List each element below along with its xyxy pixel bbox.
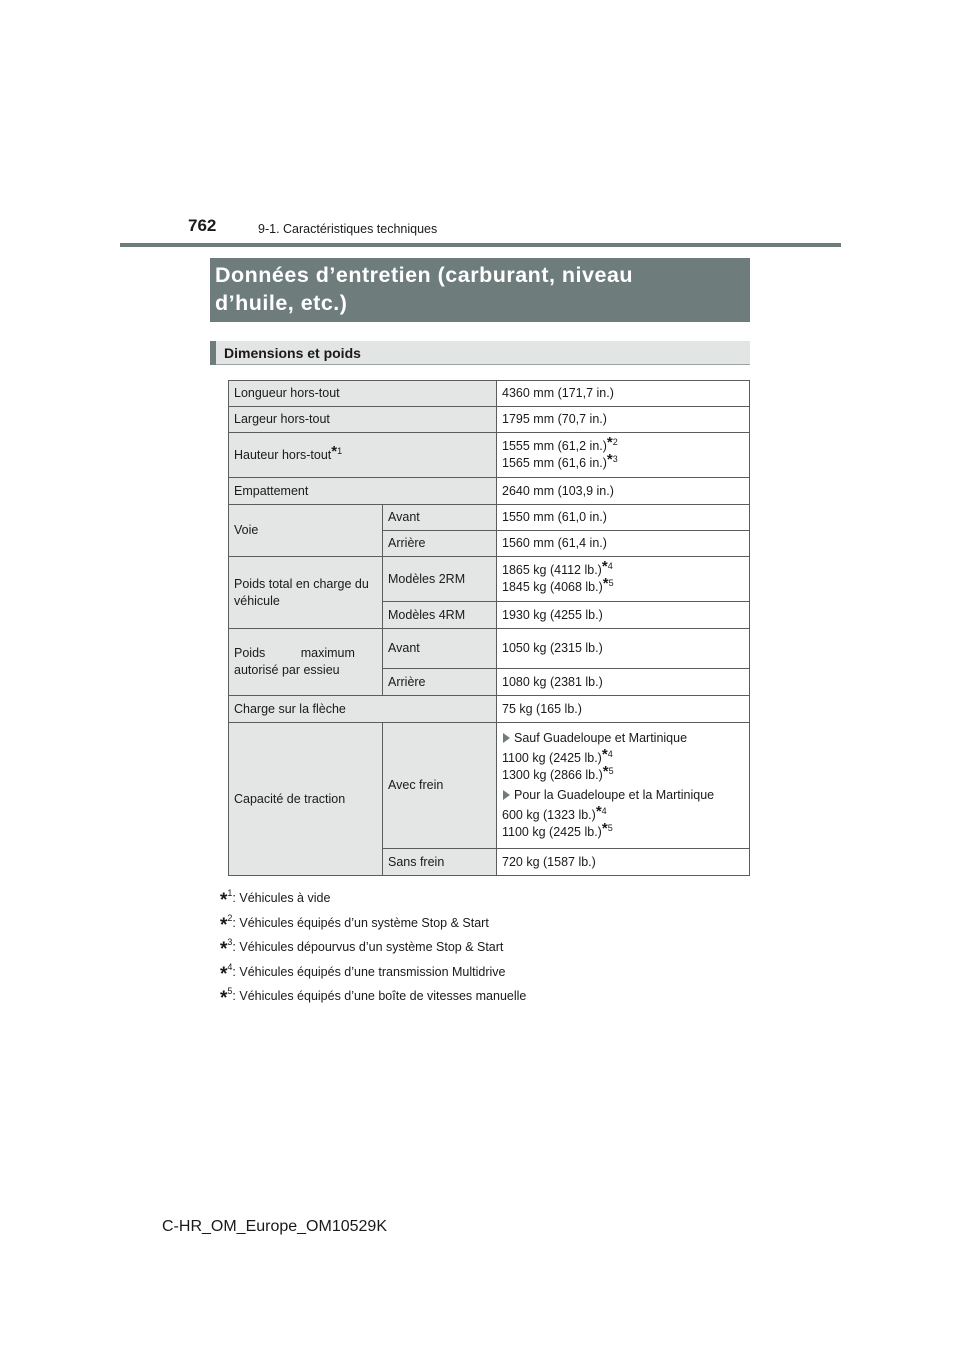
footnote-ref: *3 xyxy=(606,451,618,468)
row-value: 1080 kg (2381 lb.) xyxy=(497,669,750,696)
table-row xyxy=(229,407,750,433)
footnote-ref: *5 xyxy=(602,575,614,592)
row-label: Poids maximum autorisé par essieu xyxy=(229,629,383,696)
row-value: 1795 mm (70,7 in.) xyxy=(497,407,750,433)
table-row xyxy=(229,629,750,669)
footnote-item: *$^3$: Véhicules dépourvus d’un système Stop & Start xyxy=(220,937,504,960)
row-value: 1865 kg (4112 lb.)$^{*4}$ 1845 kg (4068 lb.)$^{*5}$ xyxy=(497,557,750,602)
section-label: 9-1. Caractéristiques techniques xyxy=(258,222,438,236)
sub-label: Modèles 4RM xyxy=(383,602,497,629)
page-number: 762 xyxy=(188,216,217,235)
table-row xyxy=(229,433,750,478)
sub-label: Avec frein xyxy=(383,723,497,849)
header-rule xyxy=(120,243,841,247)
footnote-ref: *4 xyxy=(601,746,613,763)
row-label: Largeur hors-tout xyxy=(229,407,497,433)
footnote-ref: *4 xyxy=(595,803,607,820)
row-value: 1560 mm (61,4 in.) xyxy=(497,531,750,557)
dimensions-table xyxy=(228,380,750,876)
table-row xyxy=(229,557,750,602)
row-value: 1050 kg (2315 lb.) xyxy=(497,629,750,669)
footnotes xyxy=(220,881,527,1009)
row-value: 1930 kg (4255 lb.) xyxy=(497,602,750,629)
footnote-ref: *1 xyxy=(331,442,343,460)
row-label: Voie xyxy=(229,505,383,557)
table-row xyxy=(229,381,750,407)
row-value: 1550 mm (61,0 in.) xyxy=(497,505,750,531)
table-row xyxy=(229,478,750,505)
row-label: Poids total en charge du véhicule xyxy=(229,557,383,629)
row-label: Hauteur hors-tout$^{*1}$ xyxy=(229,433,497,478)
row-label: Charge sur la flèche xyxy=(229,696,497,723)
row-value: Sauf Guadeloupe et Martinique 1100 kg (2425 lb.)$^{*4}$ 1300 kg (2866 lb.)$^{*5}$ Pour la Guadeloupe et la Martinique 600 kg (1323 lb.)$^{*4}$ 1100 kg (2425 lb.)$^{*5}$ xyxy=(497,723,750,849)
sub-label: Avant xyxy=(383,505,497,531)
sub-label: Avant xyxy=(383,629,497,669)
document-footer: C-HR_OM_Europe_OM10529K xyxy=(162,1218,387,1235)
footnote-ref: *4 xyxy=(601,558,613,575)
table-row xyxy=(229,723,750,849)
footnote-item: *$^4$: Véhicules équipés d’une transmission Multidrive xyxy=(220,961,506,985)
subheader-accent-bar xyxy=(210,341,216,365)
row-value: 1555 mm (61,2 in.)$^{*2}$ 1565 mm (61,6 in.)$^{*3}$ xyxy=(497,433,750,478)
footnote-ref: *2 xyxy=(606,434,618,451)
table-row xyxy=(229,505,750,531)
sub-label: Sans frein xyxy=(383,849,497,876)
sub-label: Arrière xyxy=(383,531,497,557)
title-line-1: Données d’entretien (carburant, niveau xyxy=(215,263,634,287)
row-value: 720 kg (1587 lb.) xyxy=(497,849,750,876)
footnote-item: *$^2$: Véhicules équipés d’un système Stop & Start xyxy=(220,912,489,936)
row-value: 75 kg (165 lb.) xyxy=(497,696,750,723)
triangle-bullet-icon xyxy=(503,733,510,743)
section-subheader xyxy=(210,341,750,365)
table-row xyxy=(229,696,750,723)
row-value: 4360 mm (171,7 in.) xyxy=(497,381,750,407)
sub-label: Modèles 2RM xyxy=(383,557,497,602)
footnote-item: *$^5$: Véhicules équipés d’une boîte de vitesses manuelle xyxy=(220,986,527,1009)
row-value: 2640 mm (103,9 in.) xyxy=(497,478,750,505)
row-label: Capacité de traction xyxy=(229,723,383,876)
footnote-ref: *5 xyxy=(601,820,613,837)
title-line-2: d’huile, etc.) xyxy=(215,291,348,315)
row-label: Longueur hors-tout xyxy=(229,381,497,407)
row-label: Empattement xyxy=(229,478,497,505)
page-title xyxy=(210,258,750,322)
footnote-ref: *5 xyxy=(602,763,614,780)
footnote-item: *$^1$: Véhicules à vide xyxy=(220,888,331,911)
triangle-bullet-icon xyxy=(503,790,510,800)
sub-label: Arrière xyxy=(383,669,497,696)
subheader-text: Dimensions et poids xyxy=(224,345,361,361)
